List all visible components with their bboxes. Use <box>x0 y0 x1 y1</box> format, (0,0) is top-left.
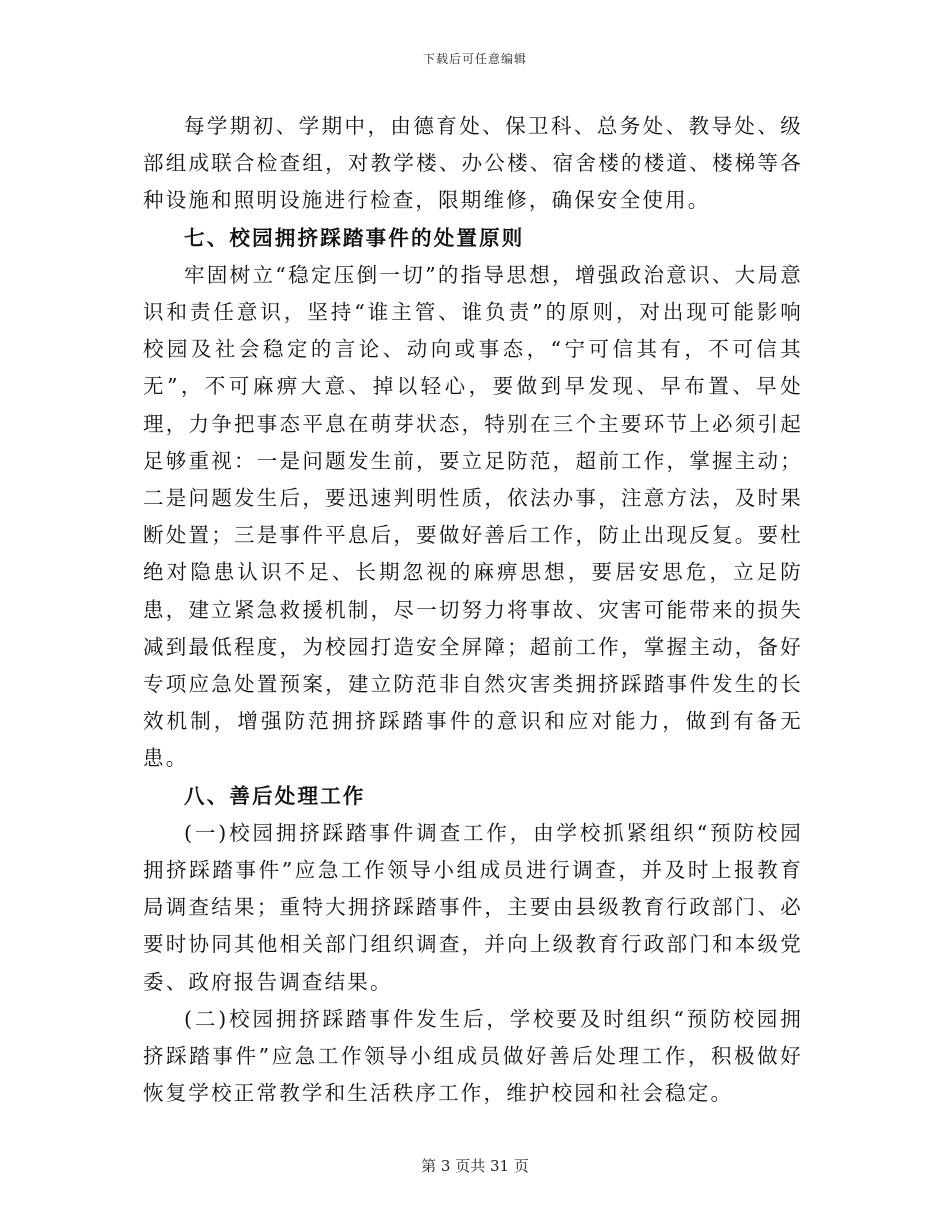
section-heading-7: 七、校园拥挤踩踏事件的处置原则 <box>184 225 525 250</box>
section-heading-8: 八、善后处理工作 <box>184 783 366 808</box>
paragraph-inspection: 每学期初、学期中，由德育处、保卫科、总务处、教导处、级部组成联合检查组，对教学楼、办公楼、宿舍楼的楼道、楼梯等各种设施和照明设施进行检查，限期维修，确保安全使用。 <box>143 114 803 213</box>
page-footer: 第 3 页共 31 页 <box>421 1157 529 1175</box>
paragraph-investigation: (一)校园拥挤踩踏事件调查工作，由学校抓紧组织“预防校园拥挤踩踏事件”应急工作领导小组成员进行调查，并及时上报教育局调查结果；重特大拥挤踩踏事件，主要由县级教育行政部门、必要时协同其他相关部门组织调查，并向上级教育行政部门和本级党委、政府报告调查结果。 <box>143 820 803 994</box>
document-body <box>143 108 803 1112</box>
paragraph-aftermath: (二)校园拥挤踩踏事件发生后，学校要及时组织“预防校园拥挤踩踏事件”应急工作领导小组成员做好善后处理工作，积极做好恢复学校正常教学和生活秩序工作，维护校园和社会稳定。 <box>143 1006 803 1106</box>
page-header: 下载后可任意编辑 <box>422 52 527 66</box>
paragraph-principles: 牢固树立“稳定压倒一切”的指导思想，增强政治意识、大局意识和责任意识，坚持“谁主管、谁负责”的原则，对出现可能影响校园及社会稳定的言论、动向或事态，“宁可信其有，不可信其无”，不可麻痹大意、掉以轻心，要做到早发现、早布置、早处理，力争把事态平息在萌芽状态，特别在三个主要环节上必须引起足够重视：一是问题发生前，要立足防范，超前工作，掌握主动；二是问题发生后，要迅速判明性质，依法办事，注意方法，及时果断处置；三是事件平息后，要做好善后工作，防止出现反复。要杜绝对隐患认识不足、长期忽视的麻痹思想，要居安思危，立足防患，建立紧急救援机制，尽一切努力将事故、灾害可能带来的损失减到最低程度，为校园打造安全屏障；超前工作，掌握主动，备好专项应急处置预案，建立防范非自然灾害类拥挤踩踏事件发生的长效机制，增强防范拥挤踩踏事件的意识和应对能力，做到有备无患。 <box>143 262 803 771</box>
